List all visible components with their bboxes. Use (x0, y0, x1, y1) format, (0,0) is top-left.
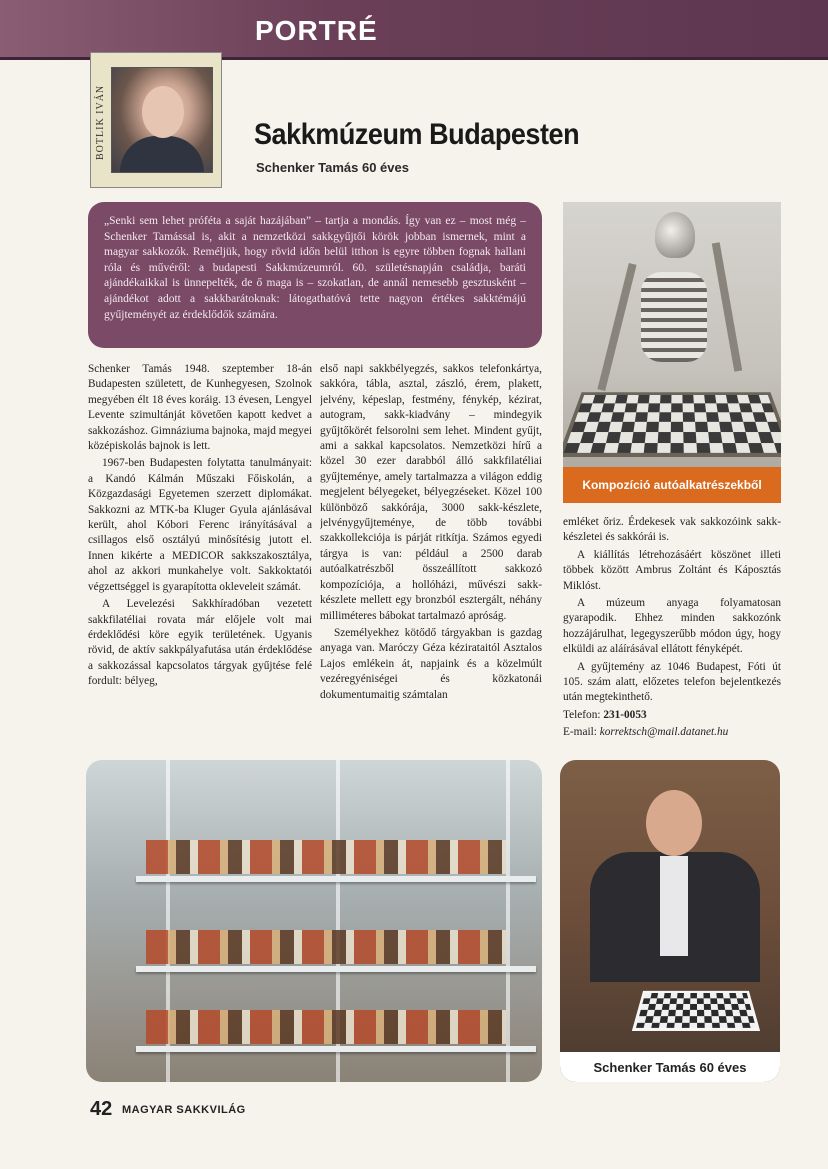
email-line (563, 725, 781, 740)
email-label: E-mail: (563, 726, 597, 739)
author-photo-head (142, 86, 184, 138)
col3-paragraph: A kiállítás létrehozásáért köszönet illeti többek között Ambrus Zoltánt és Káposztás Miklóst. (563, 548, 781, 592)
author-photo-shoulders (120, 136, 204, 172)
article-subtitle: Schenker Tamás 60 éves (256, 160, 409, 175)
skeleton-photo (563, 202, 781, 502)
section-title: PORTRÉ (255, 15, 378, 46)
vitrine-photo (86, 760, 542, 1082)
portrait-chess-cake (632, 991, 760, 1031)
vitrine-glass-edge (506, 760, 510, 1082)
lead-text: „Senki sem lehet próféta a saját hazájában” – tartja a mondás. Így van ez – most még – Schenker Tamással is, akit a nemzetközi sakkgyűjtői körök jobban ismernek, mint a magyar sakkozók. Reméljük, hogy rövid időn belül itthon is egyre többen fognak hallani róla és művéről: a budapesti Sakkmúzeumról. 60. születésnapján családja, baráti ajándékaikkal is ünnepelték, de ő maga is – szokatlan, de annál nemesebb gesztusként – ajándékot adott a sakkbarátoknak: látogathatóvá tette nagyon értékes sakktémájú gyűjteményét az érdeklődők számára. (104, 215, 526, 321)
vitrine-items-medals (146, 1010, 506, 1044)
header-bar (0, 0, 828, 60)
skeleton-chessboard (563, 392, 781, 457)
col3-paragraph: A múzeum anyaga folyamatosan gyarapodik. Ehhez minden sakkozónk hozzájárulhat, legegyszerűbb módon úgy, hogy elküldi az aláírásával ellátott fényképét. (563, 597, 781, 656)
portrait-caption (560, 1052, 780, 1082)
text-column-2 (320, 362, 542, 752)
text-column-1 (88, 362, 312, 752)
text-column-3 (563, 515, 781, 751)
col3-paragraph: A gyűjtemény az 1046 Budapest, Fóti út 105. szám alatt, előzetes telefon bejelentkezés után megtekinthető. (563, 660, 781, 704)
phone-label: Telefon: (563, 708, 601, 721)
lead-box (88, 202, 542, 348)
author-name: BOTLIK IVÁN (95, 84, 106, 160)
vitrine-shelf (136, 1046, 536, 1052)
skeleton-skull (655, 212, 695, 258)
skeleton-arm-right (712, 242, 742, 371)
phone-number: 231-0053 (603, 708, 647, 721)
portrait-face (646, 790, 702, 856)
vitrine-items-clocks (146, 840, 506, 874)
email-address: korrektsch@mail.datanet.hu (599, 726, 729, 739)
vitrine-shelf (136, 966, 536, 972)
portrait-shirt (660, 856, 688, 956)
skeleton-caption-text: Kompozíció autóalkatrészekből (582, 477, 762, 492)
page-number: 42 (90, 1098, 113, 1120)
skeleton-ribs (641, 272, 707, 362)
col1-paragraph: A Levelezési Sakkhíradóban vezetett sakkfilatéliai rovata már előjele volt mai érdeklődési köre egyik területének. Ugyanis rövid, de aktív sakkpályafutása után érdeklődése a sakkozással kapcsolatos tárgyak gyűjtése felé fordult: bélyeg, (88, 598, 312, 688)
skeleton-arm-left (597, 263, 636, 391)
col2-paragraph: első napi sakkbélyegzés, sakkos telefonkártya, sakkóra, tábla, asztal, zászló, érem, plakett, jelvény, képeslap, festmény, fénykép, kézirat, autogram, sakk-kiadvány – mindegyik gyűjtőkörét felsorolni sem lehet. Mindent gyűjt, ami a sakkal kapcsolatos. Nemzetközi hírű a közel 30 ezer darabból álló sakkfilatéliai gyűjteménye, amely tartalmazza a világon eddig megjelent bélyegeket, bélyegzéseket. Közel 100 különböző sakkórája, 3000 sakk-készlete, jelvénygyűjteménye, de több további szakkollekciója is párját ritkítja. Számos egyedi tárgya is van: például a 2500 darab autóalkatrészből összeállított sakkozó kompozíciója, a hollóházi, művészi sakk-készlete mellett egy bronzból esztergált, néhány milliméteres bábokat tartalmazó apróság. (320, 363, 542, 622)
skeleton-caption (563, 467, 781, 503)
vitrine-items-chess-sets (146, 930, 506, 964)
col3-paragraph: emléket őriz. Érdekesek vak sakkozóink sakk-készletei és sakkórái is. (563, 516, 781, 544)
col2-paragraph: Személyekhez kötődő tárgyakban is gazdag anyaga van. Maróczy Géza kézirataitól Asztalos Lajos emlékein át, napjaink és a közelmúlt vezéregyéniségei és közkatonái dokumentumaitig számtalan (320, 626, 542, 701)
author-box (90, 52, 222, 188)
portrait-photo (560, 760, 780, 1082)
vitrine-shelf (136, 876, 536, 882)
portrait-caption-text: Schenker Tamás 60 éves (593, 1059, 747, 1075)
article-title: Sakkmúzeum Budapesten (254, 118, 580, 151)
author-photo (111, 67, 213, 173)
col1-paragraph: Schenker Tamás 1948. szeptember 18-án Budapesten született, de Kunhegyesen, Szolnok megyében élt 18 éves koráig. 13 évesen, Lengyel Levente szimultánját követően kapott kedvet a sakkozáshoz. Gimnáziuma bajnoka, majd megyei középiskolás bajnok is lett. (88, 363, 312, 453)
col1-paragraph: 1967-ben Budapesten folytatta tanulmányait: a Kandó Kálmán Műszaki Főiskolán, a Közgazdasági Egyetemen szerzett diplomákat. Sakkozni az MTK-ba Kluger Gyula ajánlásával került, ahol Kóbori Ferenc irányításával a csillagos első osztályú minősítésig jutott el. Innen kikérte a MEDICOR sakkszakosztálya, ahol az akkori munkahelye volt. Sakkoktatói végzettséggel is gyarapította okleveleit számát. (88, 457, 312, 593)
magazine-name: MAGYAR SAKKVILÁG (122, 1104, 246, 1116)
phone-line (563, 708, 781, 723)
